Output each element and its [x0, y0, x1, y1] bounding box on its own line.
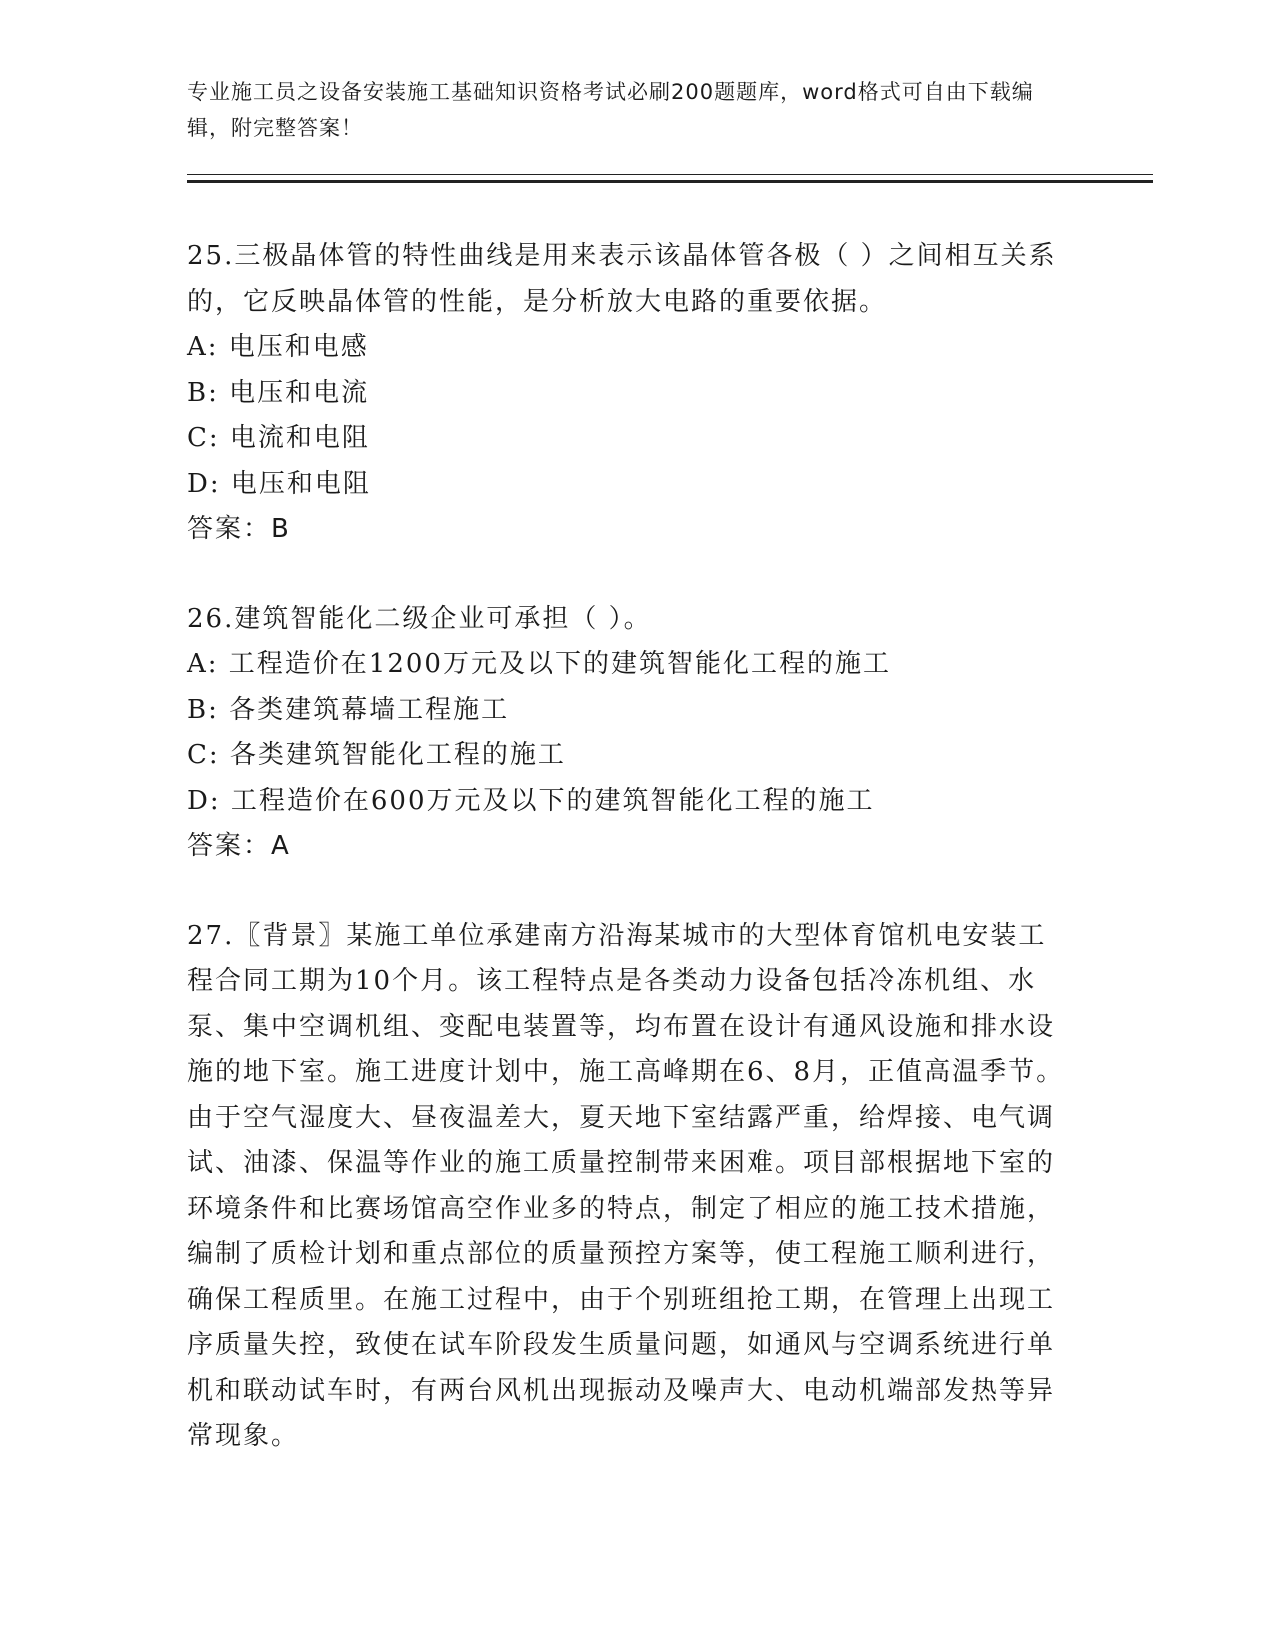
answer-label: 答案：A: [187, 831, 291, 861]
option-a: A: 电压和电感: [187, 332, 369, 362]
question-text: 26.建筑智能化二级企业可承担（ ）。: [187, 603, 652, 634]
option-b: B: 各类建筑幕墙工程施工: [187, 694, 510, 725]
question-item: [187, 234, 1087, 553]
answer-label: 答案：B: [187, 514, 291, 544]
question-list: [187, 234, 1087, 1504]
question-item: [187, 597, 1087, 870]
option-d: D: 电压和电阻: [187, 468, 371, 499]
header-divider-thin: [187, 174, 1153, 175]
option-d: D: 工程造价在600万元及以下的建筑智能化工程的施工: [187, 785, 875, 816]
header-divider-thick: [187, 180, 1153, 183]
question-text: 25.三极晶体管的特性曲线是用来表示该晶体管各极（ ）之间相互关系的，它反映晶体管的性能，是分析放大电路的重要依据。: [187, 241, 1057, 317]
question-text: 27.〖背景〗某施工单位承建南方沿海某城市的大型体育馆机电安装工程合同工期为10个月。该工程特点是各类动力设备包括冷冻机组、水泵、集中空调机组、变配电装置等，均布置在设计有通风设施和排水设施的地下室。施工进度计划中，施工高峰期在6、8月，正值高温季节。由于空气湿度大、昼夜温差大，夏天地下室结露严重，给焊接、电气调试、油漆、保温等作业的施工质量控制带来困难。项目部根据地下室的环境条件和比赛场馆高空作业多的特点，制定了相应的施工技术措施，编制了质检计划和重点部位的质量预控方案等，使工程施工顺利进行，确保工程质里。在施工过程中，由于个别班组抢工期，在管理上出现工序质量失控，致使在试车阶段发生质量问题，如通风与空调系统进行单机和联动试车时，有两台风机出现振动及噪声大、电动机端部发热等异常现象。: [187, 920, 1065, 1451]
option-c: C: 各类建筑智能化工程的施工: [187, 740, 566, 770]
document-header: 专业施工员之设备安装施工基础知识资格考试必刷200题题库，word格式可自由下载编辑，附完整答案！: [187, 80, 1034, 140]
option-b: B: 电压和电流: [187, 377, 370, 408]
option-a: A: 工程造价在1200万元及以下的建筑智能化工程的施工: [187, 649, 891, 679]
question-item: [187, 914, 1087, 1460]
option-c: C: 电流和电阻: [187, 423, 370, 453]
